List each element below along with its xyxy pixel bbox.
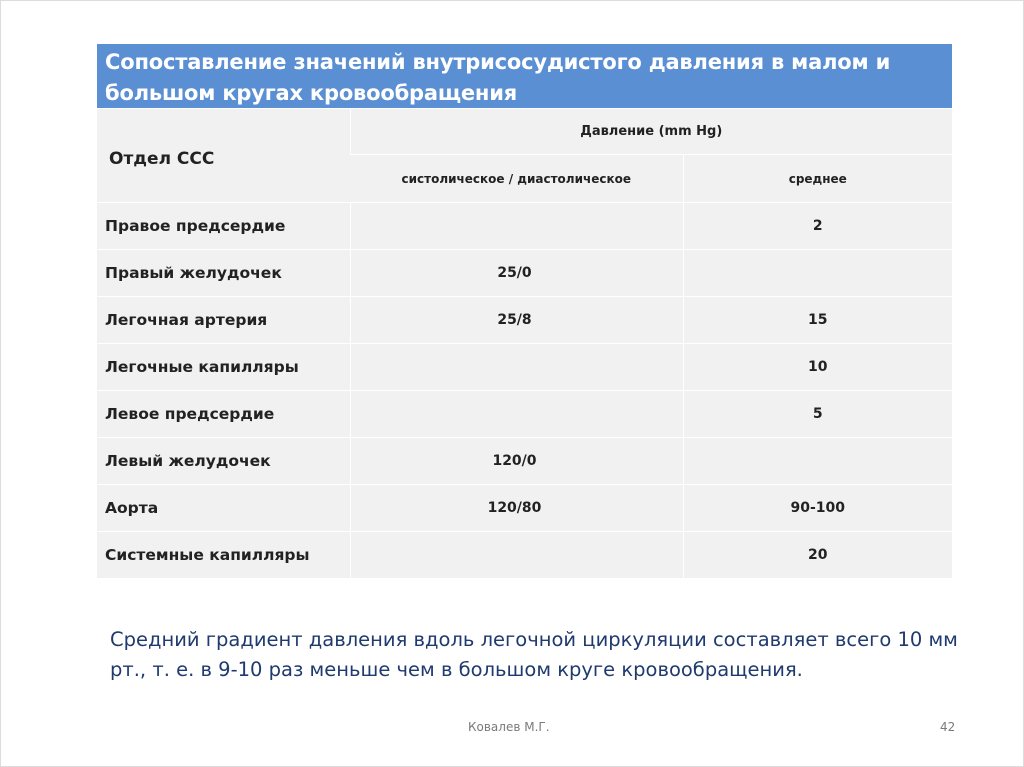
row-mean-value: 20 <box>808 547 828 563</box>
row-sys-dia <box>350 203 683 250</box>
row-mean <box>683 532 952 579</box>
row-sys-dia-value: 120/80 <box>487 500 542 516</box>
row-sys-dia <box>350 391 683 438</box>
row-name: Правый желудочек <box>97 250 350 297</box>
table-row <box>97 344 952 391</box>
row-name: Легочные капилляры <box>97 344 350 391</box>
row-sys-dia <box>350 344 683 391</box>
summary-note: Средний градиент давления вдоль легочной циркуляции составляет всего 10 мм рт., т. е. в 9-10 раз меньше чем в большом круге кровообращения. <box>110 628 958 681</box>
row-sys-dia-value: 120/0 <box>492 453 537 469</box>
header-systolic-diastolic: систолическое / диастолическое <box>350 155 683 203</box>
row-sys-dia <box>350 297 683 344</box>
row-mean-value: 10 <box>808 359 828 375</box>
row-sys-dia-value: 25/0 <box>497 265 532 281</box>
header-pressure: Давление (mm Hg) <box>350 109 952 155</box>
table-row <box>97 250 952 297</box>
row-sys-dia <box>350 485 683 532</box>
row-mean <box>683 203 952 250</box>
row-sys-dia-value: 25/8 <box>497 312 532 328</box>
row-sys-dia <box>350 532 683 579</box>
data-table <box>97 108 952 578</box>
header-department: Отдел ССС <box>97 109 350 203</box>
footer-author: Ковалев М.Г. <box>468 720 550 734</box>
table-row <box>97 297 952 344</box>
row-name: Правое предсердие <box>97 203 350 250</box>
row-mean-value: 90-100 <box>790 500 846 516</box>
row-mean <box>683 391 952 438</box>
header-mean: среднее <box>683 155 952 203</box>
row-sys-dia <box>350 250 683 297</box>
row-mean-value: 15 <box>808 312 828 328</box>
row-sys-dia <box>350 438 683 485</box>
row-mean <box>683 297 952 344</box>
table-row <box>97 532 952 579</box>
row-name: Аорта <box>97 485 350 532</box>
table-row <box>97 203 952 250</box>
row-mean-value: 5 <box>812 406 823 422</box>
row-mean-value: 2 <box>812 218 823 234</box>
row-mean <box>683 485 952 532</box>
row-name: Легочная артерия <box>97 297 350 344</box>
row-mean <box>683 250 952 297</box>
table-title: Сопоставление значений внутрисосудистого давления в малом и большом кругах кровообращения <box>97 44 952 108</box>
table-row <box>97 485 952 532</box>
row-name: Левое предсердие <box>97 391 350 438</box>
row-name: Левый желудочек <box>97 438 350 485</box>
table-row <box>97 391 952 438</box>
pressure-table <box>97 44 952 578</box>
table-row <box>97 438 952 485</box>
row-name: Системные капилляры <box>97 532 350 579</box>
row-mean <box>683 344 952 391</box>
page-number: 42 <box>940 720 956 734</box>
row-mean <box>683 438 952 485</box>
